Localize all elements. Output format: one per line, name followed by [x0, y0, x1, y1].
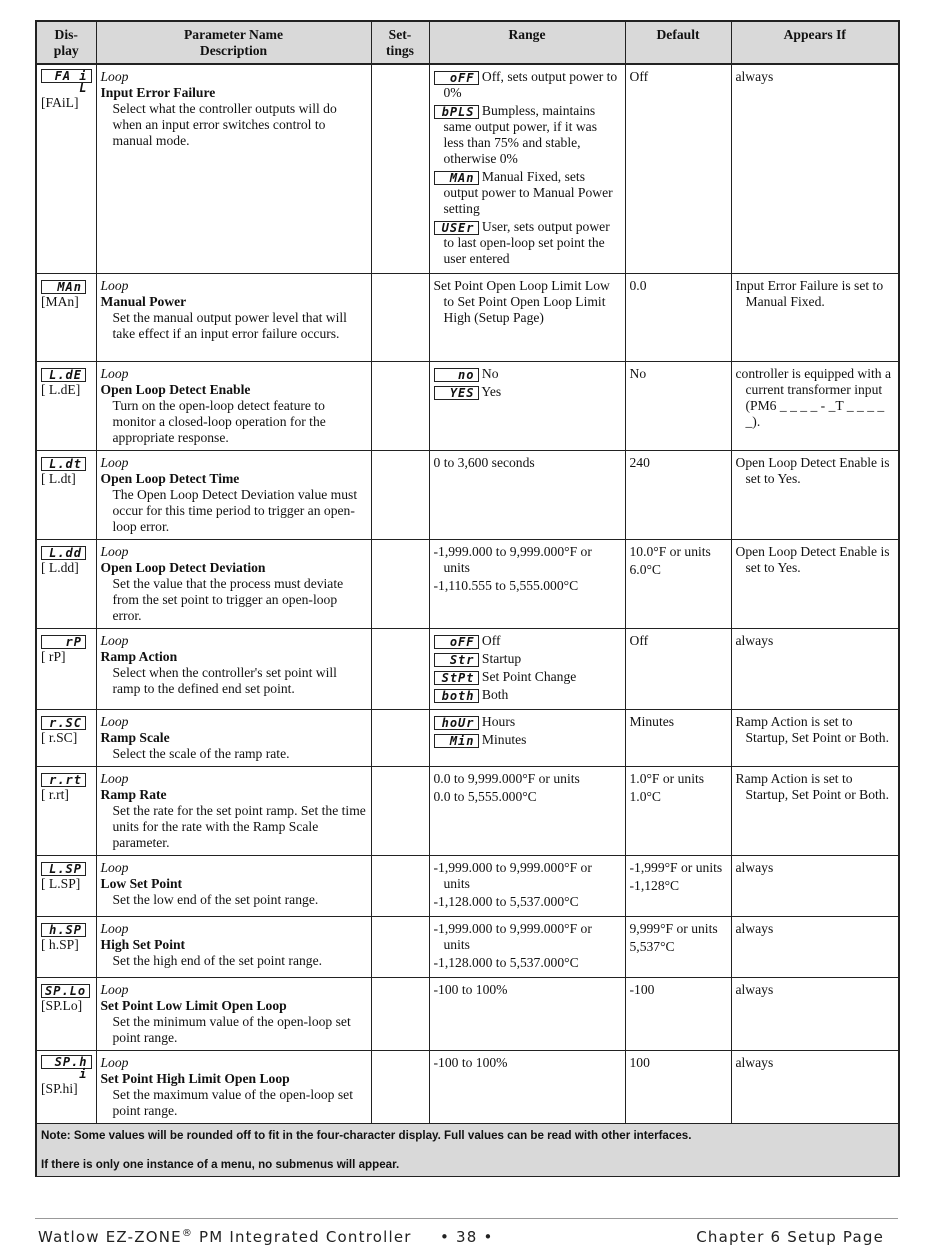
lcd-code: r.rt	[41, 773, 86, 787]
appears-if-text: Ramp Action is set to Startup, Set Point or Both.	[735, 714, 889, 745]
range-option-text: No	[481, 366, 499, 381]
range-option	[434, 651, 621, 667]
footer-rule	[35, 1218, 898, 1219]
range-option-text: Minutes	[481, 732, 527, 747]
default-value: 10.0°F or units	[629, 544, 711, 559]
lcd-code: MAn	[41, 280, 86, 294]
settings-cell	[371, 978, 429, 1051]
range-option	[434, 69, 621, 101]
menu-label: Loop	[100, 633, 129, 648]
default-value: 1.0°C	[629, 789, 661, 804]
default-cell	[625, 917, 731, 978]
range-text: -100 to 100%	[433, 1055, 508, 1070]
default-value: Off	[629, 69, 649, 84]
lcd-code: MAn	[434, 171, 479, 185]
range-text: -100 to 100%	[433, 982, 508, 997]
range-cell	[429, 767, 625, 856]
lcd-code: r.SC	[41, 716, 86, 730]
default-value: 0.0	[629, 278, 647, 293]
lcd-code: Min	[434, 734, 479, 748]
range-text: -1,128.000 to 5,537.000°C	[433, 894, 579, 909]
range-option-text: Bumpless, maintains same output power, if it was less than 75% and stable, otherwise 0%	[443, 103, 597, 166]
display-cell	[36, 540, 96, 629]
display-cell	[36, 629, 96, 710]
default-value: -100	[629, 982, 655, 997]
range-option-text: Set Point Change	[481, 669, 577, 684]
range-option	[434, 366, 621, 382]
lcd-code: StPt	[434, 671, 479, 685]
lcd-code: L.dt	[41, 457, 86, 471]
parameter-code: [MAn]	[41, 294, 79, 309]
parameter-cell	[96, 856, 371, 917]
menu-label: Loop	[100, 69, 129, 84]
display-cell	[36, 917, 96, 978]
settings-cell	[371, 64, 429, 274]
header-appears-if: Appears If	[731, 21, 899, 64]
appears-if-text: always	[735, 982, 774, 997]
menu-label: Loop	[100, 982, 129, 997]
header-display: Dis- play	[36, 21, 96, 64]
lcd-code: SP.Lo	[41, 984, 90, 998]
menu-label: Loop	[100, 714, 129, 729]
parameter-cell	[96, 362, 371, 451]
parameter-cell	[96, 540, 371, 629]
parameter-row	[36, 710, 899, 767]
range-text: -1,128.000 to 5,537.000°C	[433, 955, 579, 970]
parameter-row	[36, 451, 899, 540]
range-option-text: Manual Fixed, sets output power to Manual Power setting	[443, 169, 613, 216]
default-value: 9,999°F or units	[629, 921, 718, 936]
range-option-text: Startup	[481, 651, 522, 666]
range-option	[434, 714, 621, 730]
display-cell	[36, 64, 96, 274]
range-option	[434, 669, 621, 685]
settings-cell	[371, 767, 429, 856]
parameter-row	[36, 856, 899, 917]
parameter-description: Set the minimum value of the open-loop set point range.	[112, 1014, 351, 1045]
appears-if-text: always	[735, 69, 774, 84]
appears-if-text: always	[735, 1055, 774, 1070]
parameter-name: High Set Point	[100, 937, 186, 952]
note-rounding: Note: Some values will be rounded off to fit in the four-character display. Full values can be read with other interfaces.	[41, 1129, 692, 1142]
range-option-text: User, sets output power to last open-loop set point the user entered	[443, 219, 610, 266]
menu-label: Loop	[100, 366, 129, 381]
parameter-description: Select when the controller's set point will ramp to the defined end set point.	[112, 665, 337, 696]
default-cell	[625, 451, 731, 540]
default-value: 5,537°C	[629, 939, 675, 954]
parameter-cell	[96, 274, 371, 362]
default-cell	[625, 856, 731, 917]
range-text: 0.0 to 5,555.000°C	[433, 789, 537, 804]
lcd-code: L.SP	[41, 862, 86, 876]
parameter-name: Open Loop Detect Time	[100, 471, 240, 486]
range-text: -1,999.000 to 9,999.000°F or units	[433, 921, 592, 952]
parameter-name: Manual Power	[100, 294, 187, 309]
range-option-text: Off	[481, 633, 501, 648]
notes-cell	[36, 1124, 899, 1177]
range-option	[434, 169, 621, 217]
default-cell	[625, 767, 731, 856]
lcd-code: rP	[41, 635, 86, 649]
range-cell	[429, 856, 625, 917]
parameter-cell	[96, 451, 371, 540]
lcd-code: both	[434, 689, 479, 703]
menu-label: Loop	[100, 1055, 129, 1070]
parameter-description: Set the value that the process must deviate from the set point to trigger an open-loop error.	[112, 576, 344, 623]
parameter-name: Open Loop Detect Deviation	[100, 560, 266, 575]
default-value: 240	[629, 455, 650, 470]
parameter-description: Set the maximum value of the open-loop set point range.	[112, 1087, 353, 1118]
parameter-description: Set the high end of the set point range.	[112, 953, 323, 968]
display-cell	[36, 856, 96, 917]
parameter-row	[36, 540, 899, 629]
parameter-table	[35, 20, 900, 1177]
parameter-row	[36, 274, 899, 362]
range-option-text: Both	[481, 687, 509, 702]
default-cell	[625, 629, 731, 710]
parameter-description: Set the manual output power level that will take effect if an input error failure occurs.	[112, 310, 347, 341]
range-option	[434, 687, 621, 703]
default-cell	[625, 362, 731, 451]
parameter-name: Low Set Point	[100, 876, 183, 891]
range-cell	[429, 1051, 625, 1124]
parameter-name: Set Point High Limit Open Loop	[100, 1071, 290, 1086]
lcd-code: bPLS	[434, 105, 479, 119]
settings-cell	[371, 362, 429, 451]
range-option	[434, 633, 621, 649]
display-cell	[36, 767, 96, 856]
display-cell	[36, 710, 96, 767]
appears-if-cell	[731, 1051, 899, 1124]
parameter-row	[36, 767, 899, 856]
notes-row	[36, 1124, 899, 1177]
display-cell	[36, 978, 96, 1051]
parameter-description: Turn on the open-loop detect feature to monitor a closed-loop operation for the appropriate response.	[112, 398, 326, 445]
range-option	[434, 103, 621, 167]
default-value: -1,999°F or units	[629, 860, 723, 875]
menu-label: Loop	[100, 544, 129, 559]
parameter-code: [SP.Lo]	[41, 998, 83, 1013]
settings-cell	[371, 274, 429, 362]
appears-if-cell	[731, 64, 899, 274]
menu-label: Loop	[100, 921, 129, 936]
default-value: Minutes	[629, 714, 675, 729]
range-option-text: Yes	[481, 384, 502, 399]
range-text: 0.0 to 9,999.000°F or units	[433, 771, 580, 786]
footer-page-number: • 38 •	[440, 1228, 494, 1246]
range-text: 0 to 3,600 seconds	[433, 455, 535, 470]
parameter-description: Select the scale of the ramp rate.	[112, 746, 290, 761]
footer-chapter: Chapter 6 Setup Page	[696, 1228, 884, 1246]
parameter-code: [FAiL]	[41, 95, 79, 110]
parameter-name: Ramp Scale	[100, 730, 170, 745]
range-cell	[429, 629, 625, 710]
footer-product: Watlow EZ-ZONE® PM Integrated Controller	[38, 1228, 412, 1246]
parameter-name: Ramp Rate	[100, 787, 167, 802]
appears-if-cell	[731, 274, 899, 362]
parameter-row	[36, 917, 899, 978]
parameter-code: [ L.dt]	[41, 471, 76, 486]
display-cell	[36, 274, 96, 362]
parameter-code: [ h.SP]	[41, 937, 79, 952]
range-option	[434, 732, 621, 748]
range-cell	[429, 64, 625, 274]
parameter-row	[36, 978, 899, 1051]
menu-label: Loop	[100, 860, 129, 875]
parameter-cell	[96, 710, 371, 767]
appears-if-text: always	[735, 860, 774, 875]
parameter-name: Set Point Low Limit Open Loop	[100, 998, 287, 1013]
appears-if-cell	[731, 767, 899, 856]
lcd-code: oFF	[434, 635, 479, 649]
lcd-code: FA i L	[41, 69, 92, 83]
settings-cell	[371, 451, 429, 540]
default-cell	[625, 1051, 731, 1124]
parameter-name: Input Error Failure	[100, 85, 216, 100]
appears-if-cell	[731, 451, 899, 540]
header-range: Range	[429, 21, 625, 64]
settings-cell	[371, 917, 429, 978]
default-value: -1,128°C	[629, 878, 680, 893]
range-option-text: Hours	[481, 714, 516, 729]
parameter-cell	[96, 978, 371, 1051]
default-value: 100	[629, 1055, 650, 1070]
display-cell	[36, 1051, 96, 1124]
parameter-cell	[96, 629, 371, 710]
parameter-description: The Open Loop Detect Deviation value must occur for this time period to trigger an open-loop error.	[112, 487, 358, 534]
appears-if-text: Open Loop Detect Enable is set to Yes.	[735, 455, 890, 486]
range-cell	[429, 978, 625, 1051]
lcd-code: L.dd	[41, 546, 86, 560]
default-cell	[625, 274, 731, 362]
parameter-row	[36, 1051, 899, 1124]
parameter-code: [ L.SP]	[41, 876, 81, 891]
appears-if-text: Input Error Failure is set to Manual Fixed.	[735, 278, 884, 309]
default-cell	[625, 978, 731, 1051]
appears-if-cell	[731, 978, 899, 1051]
lcd-code: L.dE	[41, 368, 86, 382]
range-text: -1,110.555 to 5,555.000°C	[433, 578, 579, 593]
menu-label: Loop	[100, 455, 129, 470]
appears-if-cell	[731, 629, 899, 710]
lcd-code: USEr	[434, 221, 479, 235]
parameter-code: [ L.dE]	[41, 382, 81, 397]
range-cell	[429, 917, 625, 978]
range-text: Set Point Open Loop Limit Low to Set Point Open Loop Limit High (Setup Page)	[433, 278, 610, 325]
appears-if-cell	[731, 917, 899, 978]
parameter-code: [SP.hi]	[41, 1081, 78, 1096]
display-cell	[36, 362, 96, 451]
appears-if-text: always	[735, 921, 774, 936]
header-default: Default	[625, 21, 731, 64]
parameter-code: [ r.rt]	[41, 787, 69, 802]
parameter-row	[36, 362, 899, 451]
lcd-code: oFF	[434, 71, 479, 85]
menu-label: Loop	[100, 278, 129, 293]
lcd-code: YES	[434, 386, 479, 400]
display-cell	[36, 451, 96, 540]
parameter-code: [ L.dd]	[41, 560, 79, 575]
header-settings: Set- tings	[371, 21, 429, 64]
appears-if-cell	[731, 362, 899, 451]
parameter-code: [ r.SC]	[41, 730, 78, 745]
default-value: 6.0°C	[629, 562, 661, 577]
lcd-code: no	[434, 368, 479, 382]
range-cell	[429, 362, 625, 451]
range-text: -1,999.000 to 9,999.000°F or units	[433, 860, 592, 891]
range-cell	[429, 540, 625, 629]
range-cell	[429, 274, 625, 362]
lcd-code: hoUr	[434, 716, 479, 730]
default-value: 1.0°F or units	[629, 771, 705, 786]
parameter-code: [ rP]	[41, 649, 66, 664]
parameter-cell	[96, 917, 371, 978]
default-cell	[625, 64, 731, 274]
default-cell	[625, 710, 731, 767]
range-option	[434, 219, 621, 267]
range-cell	[429, 710, 625, 767]
lcd-code: h.SP	[41, 923, 86, 937]
appears-if-cell	[731, 710, 899, 767]
parameter-description: Set the low end of the set point range.	[112, 892, 319, 907]
settings-cell	[371, 1051, 429, 1124]
parameter-description: Set the rate for the set point ramp. Set the time units for the rate with the Ramp Scale parameter.	[112, 803, 366, 850]
parameter-description: Select what the controller outputs will do when an input error switches control to manual mode.	[112, 101, 337, 148]
appears-if-cell	[731, 540, 899, 629]
settings-cell	[371, 856, 429, 917]
settings-cell	[371, 540, 429, 629]
settings-cell	[371, 629, 429, 710]
range-text: -1,999.000 to 9,999.000°F or units	[433, 544, 592, 575]
lcd-code: SP.h i	[41, 1055, 92, 1069]
range-cell	[429, 451, 625, 540]
appears-if-cell	[731, 856, 899, 917]
default-value: Off	[629, 633, 649, 648]
appears-if-text: Ramp Action is set to Startup, Set Point or Both.	[735, 771, 889, 802]
default-cell	[625, 540, 731, 629]
default-value: No	[629, 366, 647, 381]
menu-label: Loop	[100, 771, 129, 786]
settings-cell	[371, 710, 429, 767]
appears-if-text: always	[735, 633, 774, 648]
lcd-code: Str	[434, 653, 479, 667]
parameter-cell	[96, 64, 371, 274]
parameter-name: Ramp Action	[100, 649, 178, 664]
header-parameter: Parameter Name Description	[96, 21, 371, 64]
parameter-cell	[96, 767, 371, 856]
parameter-cell	[96, 1051, 371, 1124]
parameter-row	[36, 64, 899, 274]
note-submenus: If there is only one instance of a menu, no submenus will appear.	[41, 1158, 400, 1171]
range-option	[434, 384, 621, 400]
appears-if-text: Open Loop Detect Enable is set to Yes.	[735, 544, 890, 575]
table-header-row	[36, 21, 899, 64]
range-option-text: Off, sets output power to 0%	[443, 69, 618, 100]
appears-if-text: controller is equipped with a current transformer input (PM6 _ _ _ _ - _T _ _ _ _ _).	[735, 366, 892, 429]
parameter-name: Open Loop Detect Enable	[100, 382, 251, 397]
parameter-row	[36, 629, 899, 710]
